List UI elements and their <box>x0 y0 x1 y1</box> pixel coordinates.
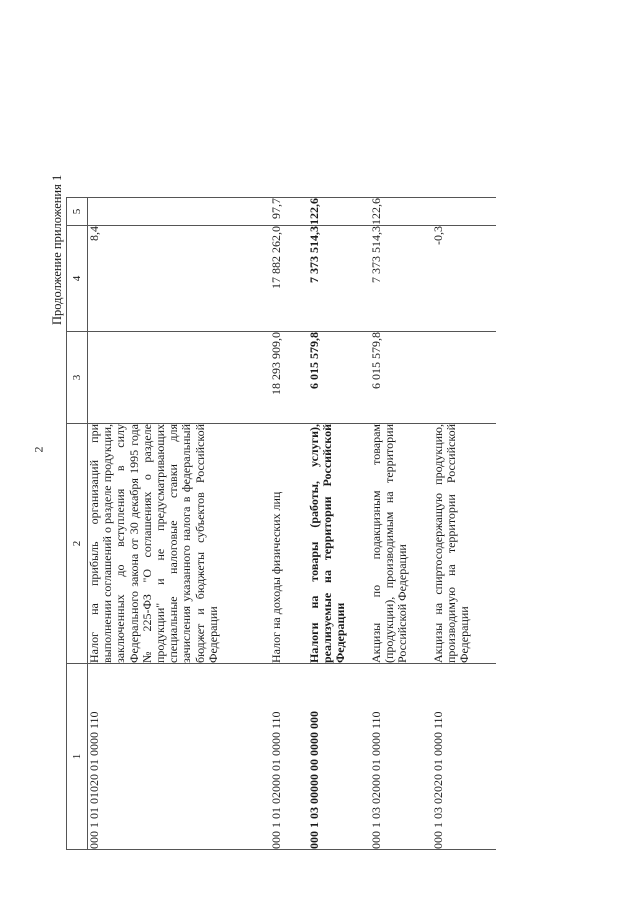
budget-code: 000 1 01 02000 01 0000 110 <box>270 664 308 850</box>
column-header: 1 <box>67 664 88 850</box>
value-col5: 97,7 <box>270 198 308 226</box>
table-row <box>88 198 271 850</box>
value-col3 <box>88 332 271 424</box>
budget-code: 000 1 03 00000 00 0000 000 <box>308 664 370 850</box>
value-col5: 122,6 <box>370 198 432 226</box>
value-col3: 6 015 579,8 <box>308 332 370 424</box>
value-col3: 18 293 909,0 <box>270 332 308 424</box>
revenue-name: Налог на прибыль организаций при выполнении соглашений о разделе продукции, заключенных до вступления в силу Федерального закона от 30 декабря 1995 года № 225-ФЗ "О соглашениях о разделе продукции" и не предусматривающих специальные налоговые ставки для зачисления указанного налога в федеральный бюджет и бюджеты субъектов Российской Федерации <box>88 424 271 664</box>
value-col4: 7 373 514,3 <box>370 226 432 332</box>
budget-code: 000 1 03 02020 01 0000 110 <box>432 664 496 850</box>
value-col4: -0,3 <box>432 226 496 332</box>
table-row <box>432 198 496 850</box>
budget-code: 000 1 03 02000 01 0000 110 <box>370 664 432 850</box>
value-col4: 7 373 514,3 <box>308 226 370 332</box>
continuation-label: Продолжение приложения 1 <box>50 174 64 325</box>
page-number: 2 <box>31 446 46 453</box>
table-row <box>370 198 432 850</box>
revenue-name: Налог на доходы физических лиц <box>270 424 308 664</box>
value-col5 <box>432 198 496 226</box>
budget-table <box>66 197 496 850</box>
table-header <box>67 198 88 850</box>
revenue-name: Налоги на товары (работы, услуги), реализуемые на территории Российской Федерации <box>308 424 370 664</box>
column-header: 4 <box>67 226 88 332</box>
column-header: 2 <box>67 424 88 664</box>
column-header: 5 <box>67 198 88 226</box>
value-col4: 8,4 <box>88 226 271 332</box>
revenue-name: Акцизы по подакцизным товарам (продукции), производимым на территории Российской Федерации <box>370 424 432 664</box>
value-col3: 6 015 579,8 <box>370 332 432 424</box>
revenue-name: Акцизы на спиртосодержащую продукцию, производимую на территории Российской Федерации <box>432 424 496 664</box>
budget-code: 000 1 01 01020 01 0000 110 <box>88 664 271 850</box>
value-col4: 17 882 262,0 <box>270 226 308 332</box>
table-row <box>270 198 308 850</box>
column-header: 3 <box>67 332 88 424</box>
table-row <box>308 198 370 850</box>
value-col5: 122,6 <box>308 198 370 226</box>
value-col3 <box>432 332 496 424</box>
value-col5 <box>88 198 271 226</box>
